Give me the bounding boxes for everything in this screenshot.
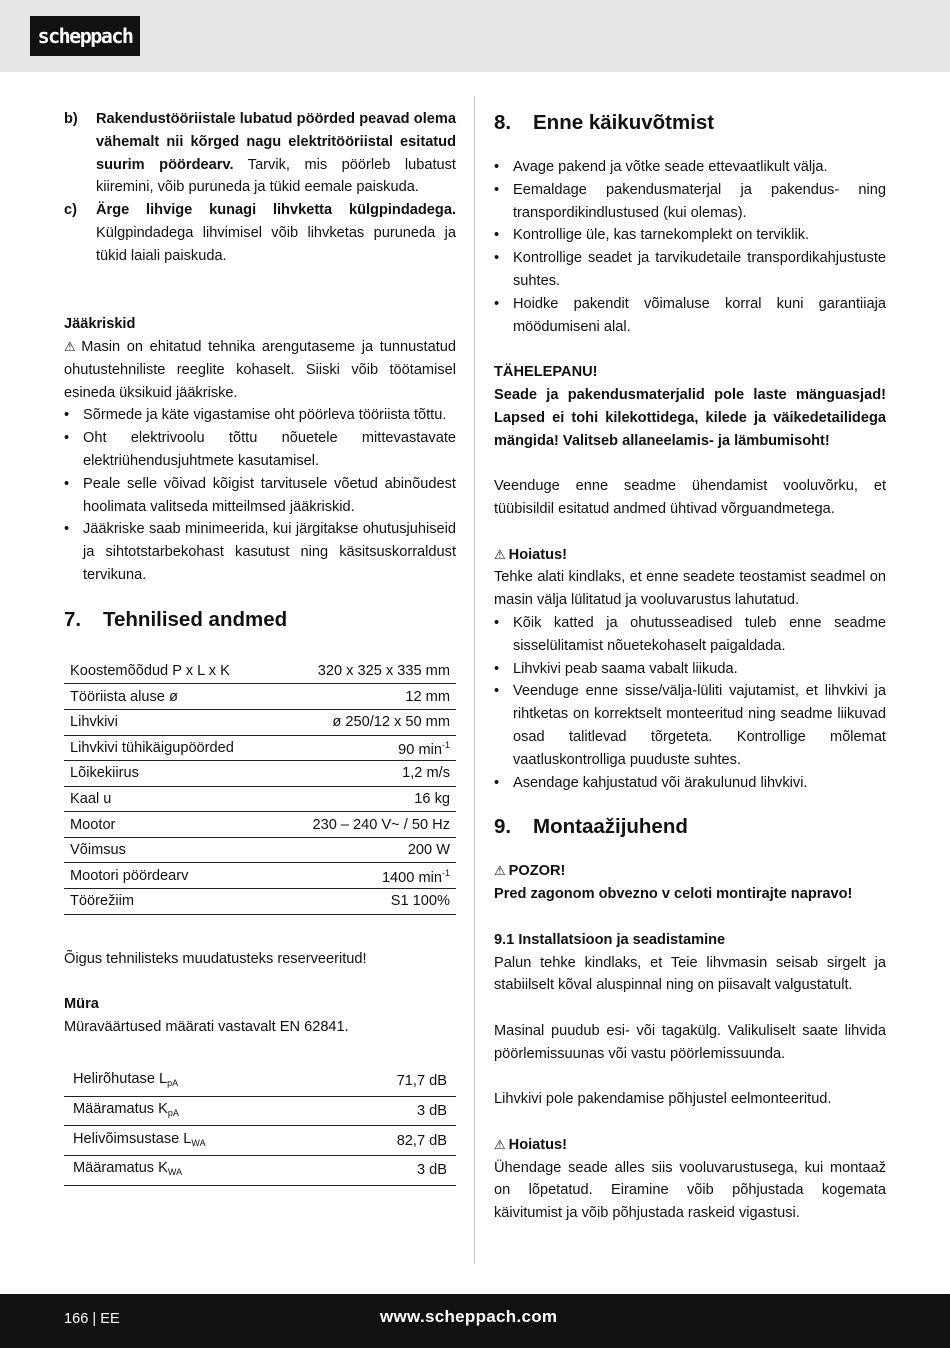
- pozor-text: Pred zagonom obvezno v celoti montirajte napravo!: [494, 886, 853, 903]
- warning-text-2: Ühendage seade alles siis vooluvarustusega, kui montaaž on lõpetatud. Eiramine võib põhjustada kogemata käivitumist ja võib põhjustada raskeid vigastusi.: [494, 1159, 886, 1222]
- spec-value: S1 100%: [276, 889, 456, 915]
- noise-value: 71,7 dB: [334, 1067, 456, 1096]
- website-url: www.scheppach.com: [380, 1307, 558, 1326]
- spec-value: ø 250/12 x 50 mm: [276, 709, 456, 735]
- spec-label: Lihvkivi: [64, 709, 276, 735]
- installation-text-3: Lihvkivi pole pakendamise põhjustel eelmonteeritud.: [494, 1091, 832, 1108]
- list-item: • Kontrollige seadet ja tarvikudetaile transpordikahjustuste suhtes.: [494, 247, 886, 293]
- list-item: • Veenduge enne sisse/välja-lüliti vajutamist, et lihvkivi ja rihtketas on korrektselt monteeritud ning seadme liikuvad osad talitlevad tõrgeteta. Kontrollige mõlemat vaatluskontrolliga puuduste suhtes.: [494, 680, 886, 771]
- section-number: 8.: [494, 111, 512, 134]
- spec-value: 320 x 325 x 335 mm: [276, 659, 456, 684]
- item-bold-text: Rakendustööriistale lubatud pöörded peavad olema vähemalt nii kõrged nagu elektritööriistal esitatud suurim pöördearv.: [96, 111, 456, 173]
- table-row: [64, 863, 456, 889]
- warning-triangle-icon: ⚠: [494, 1136, 506, 1152]
- noise-label: Helirõhutase $L_{pA}$: [64, 1067, 334, 1096]
- section-title: Tehnilised andmed: [103, 607, 288, 631]
- table-row: [64, 1126, 456, 1156]
- list-item: • Oht elektrivoolu tõttu nõuetele mittevastavate elektriühendusjuhtmete kasutamisel.: [64, 427, 456, 473]
- section-9-heading: [494, 812, 886, 842]
- pozor-heading: ⚠ POZOR!: [494, 863, 566, 880]
- table-row: [64, 659, 456, 684]
- item-normal-text: Külgpindadega lihvimisel võib lihvketas puruneda ja tükid laiali paiskuda.: [96, 224, 456, 264]
- spec-value: 200 W: [276, 837, 456, 863]
- list-item: • Hoidke pakendit võimaluse korral kuni garantiiaja möödumiseni alal.: [494, 293, 886, 339]
- table-row: [64, 812, 456, 838]
- spec-value: 1,2 m/s: [276, 761, 456, 787]
- list-item: • Sõrmede ja käte vigastamise oht pöörleva tööriista tõttu.: [64, 404, 456, 427]
- noise-label: Määramatus $K_{WA}$: [64, 1155, 334, 1185]
- installation-text-1: Palun tehke kindlaks, et Teie lihvmasin seisab sirgelt ja stabiilselt kõval aluspinnal ning on piisavalt valgustatult.: [494, 954, 886, 994]
- section-number: 9.: [494, 815, 512, 839]
- item-marker: b): [64, 111, 78, 127]
- item-marker: c): [64, 202, 77, 219]
- table-row: [64, 786, 456, 812]
- spec-label: Koostemõõdud P x L x K: [64, 659, 276, 684]
- safety-list: [64, 108, 456, 268]
- warning-heading: ⚠ Hoiatus!: [494, 546, 568, 563]
- column-divider: [474, 96, 475, 1264]
- spec-value: 12 mm: [276, 684, 456, 710]
- table-row: [64, 1155, 456, 1185]
- spec-label: Tööriista aluse ø: [64, 684, 276, 710]
- table-row: [64, 1096, 456, 1126]
- table-row: [64, 1067, 456, 1096]
- item-normal-text: Tarvik, mis pöörleb lubatust kiiremini, võib puruneda ja tükid eemale paiskuda.: [96, 156, 456, 196]
- attention-heading: TÄHELEPANU!: [494, 364, 598, 381]
- spec-value: 1400 $\min^{-1}$: [276, 863, 456, 889]
- section-number: 7.: [64, 607, 82, 631]
- table-row: [64, 837, 456, 863]
- warning-text: Tehke alati kindlaks, et enne seadete teostamist seadmel on masin välja lülitatud ja vooluvarustus lahutatud.: [494, 569, 886, 609]
- residual-risks-list: [64, 404, 456, 586]
- list-item: • Eemaldage pakendusmaterjal ja pakendus- ning transpordikindlustused (kui olemas).: [494, 179, 886, 225]
- noise-label: Helivõimsustase $L_{WA}$: [64, 1126, 334, 1156]
- spec-label: Mootor: [64, 812, 276, 838]
- mains-check-text: Veenduge enne seadme ühendamist vooluvõrku, et tüübisildil esitatud andmed ühtivad võrguandmetega.: [494, 478, 886, 517]
- noise-table: [64, 1067, 456, 1186]
- warning-heading-2: ⚠ Hoiatus!: [494, 1136, 568, 1153]
- item-bold-text: Ärge lihvige kunagi lihvketta külgpindadega.: [96, 202, 456, 219]
- item-text: [96, 199, 456, 267]
- noise-heading: Müra: [64, 996, 99, 1013]
- changes-reserved-note: Õigus tehnilisteks muudatusteks reserveeritud!: [64, 950, 367, 967]
- warning-triangle-icon: ⚠: [64, 338, 79, 354]
- warning-triangle-icon: ⚠: [494, 546, 506, 562]
- right-column: [494, 108, 886, 1225]
- table-row: [64, 761, 456, 787]
- item-text: [96, 108, 456, 199]
- warning-list: [494, 612, 886, 794]
- table-row: [64, 684, 456, 710]
- safety-item-b: [64, 108, 456, 199]
- safety-item-c: [64, 199, 456, 267]
- unpacking-list: [494, 156, 886, 338]
- page-footer: [0, 1294, 950, 1348]
- spec-label: Töörežiim: [64, 889, 276, 915]
- attention-text: Seade ja pakendusmaterjalid pole laste mänguasjad! Lapsed ei tohi kilekottidega, kilede ja väikedetailidega mängida! Valitseb allaneelamis- ja lämbumisoht!: [494, 386, 886, 449]
- residual-intro-text: Masin on ehitatud tehnika arengutaseme ja tunnustatud ohutustehniliste reeglite kohaselt. Siiski võib töötamisel esineda üksikuid jääkriske.: [64, 338, 456, 401]
- tech-data-table: [64, 659, 456, 915]
- table-row: [64, 889, 456, 915]
- installation-text-2: Masinal puudub esi- või tagakülg. Valikuliselt saate lihvida pöörlemissuunas või vastu pöörlemissuunda.: [494, 1022, 886, 1062]
- section-7-heading: [64, 605, 456, 635]
- list-item: • Asendage kahjustatud või ärakulunud lihvkivi.: [494, 772, 886, 795]
- noise-value: 82,7 dB: [334, 1126, 456, 1156]
- list-item: • Kõik katted ja ohutusseadised tuleb enne seadme sisselülitamist nõuetekohaselt paigaldada.: [494, 612, 886, 658]
- residual-risks-intro: [64, 336, 456, 404]
- spec-value: 90 $\min^{-1}$: [276, 735, 456, 761]
- list-item: • Lihvkivi peab saama vabalt liikuda.: [494, 658, 886, 681]
- list-item: • Jääkriske saab minimeerida, kui järgitakse ohutusjuhiseid ja sihtotstarbekohast kasutust ning käsitsuskorraldust tervikuna.: [64, 518, 456, 586]
- spec-label: Lõikekiirus: [64, 761, 276, 787]
- spec-label: Mootori pöördearv: [64, 863, 276, 889]
- list-item: • Peale selle võivad kõigist tarvitusele võetud abinõudest hoolimata valitseda mitteilmsed jääkriskid.: [64, 473, 456, 519]
- list-item: • Kontrollige üle, kas tarnekomplekt on terviklik.: [494, 224, 886, 247]
- noise-intro: Müraväärtused määrati vastavalt EN 62841.: [64, 1019, 349, 1036]
- section-title: Enne käikuvõtmist: [533, 111, 715, 134]
- spec-label: Lihvkivi tühikäigupöörded: [64, 735, 276, 761]
- section-8-heading: [494, 108, 886, 138]
- noise-value: 3 dB: [334, 1155, 456, 1185]
- noise-value: 3 dB: [334, 1096, 456, 1126]
- warning-triangle-icon: ⚠: [494, 863, 506, 879]
- installation-subheading: 9.1 Installatsioon ja seadistamine: [494, 931, 726, 948]
- left-column: [64, 108, 456, 1186]
- page-number: 166 | EE: [64, 1311, 120, 1327]
- spec-label: Kaal u: [64, 786, 276, 812]
- brand-logo: scheppach: [30, 16, 140, 56]
- spec-label: Võimsus: [64, 837, 276, 863]
- table-row: [64, 735, 456, 761]
- noise-label: Määramatus $K_{pA}$: [64, 1096, 334, 1126]
- section-title: Montaažijuhend: [533, 815, 688, 839]
- spec-value: 16 kg: [276, 786, 456, 812]
- spec-value: 230 – 240 V~ / 50 Hz: [276, 812, 456, 838]
- table-row: [64, 709, 456, 735]
- page-header: [0, 0, 950, 72]
- list-item: • Avage pakend ja võtke seade ettevaatlikult välja.: [494, 156, 886, 179]
- residual-risks-heading: Jääkriskid: [64, 316, 136, 333]
